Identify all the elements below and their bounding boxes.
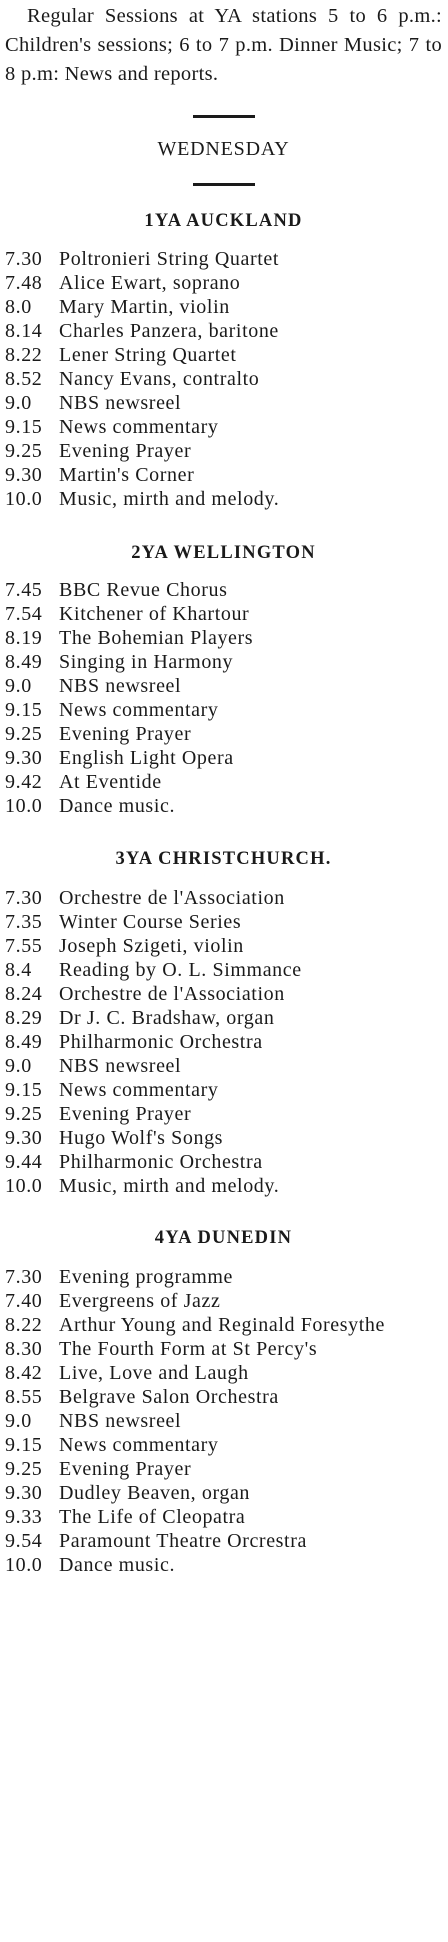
programme-item [5, 746, 442, 770]
programme-time: 7.45 [5, 579, 43, 601]
programme-item [5, 439, 442, 463]
programme-list [5, 578, 442, 818]
programme-time: 9.54 [5, 1530, 43, 1552]
programme-time: 8.49 [5, 651, 43, 673]
programme-title: Dudley Beaven, organ [59, 1482, 251, 1504]
programme-title: News commentary [59, 1079, 219, 1101]
programme-time: 8.4 [5, 959, 32, 981]
programme-title: Alice Ewart, soprano [59, 272, 241, 294]
programme-item [5, 1361, 442, 1385]
programme-title: Poltronieri String Quartet [59, 248, 280, 270]
programme-item [5, 1385, 442, 1409]
programme-time: 8.22 [5, 1314, 43, 1336]
programme-time: 8.30 [5, 1338, 43, 1360]
programme-time: 9.15 [5, 699, 43, 721]
programme-item [5, 722, 442, 746]
programme-time: 9.30 [5, 747, 43, 769]
day-heading: WEDNESDAY [157, 138, 290, 160]
programme-time: 9.44 [5, 1151, 43, 1173]
programme-title: Paramount Theatre Orcrestra [59, 1530, 307, 1552]
programme-title: NBS newsreel [59, 1410, 182, 1432]
station-title: 2YA WELLINGTON [131, 543, 316, 563]
programme-title: English Light Opera [59, 747, 234, 769]
programme-time: 8.19 [5, 627, 43, 649]
programme-time: 8.55 [5, 1386, 43, 1408]
programme-title: Live, Love and Laugh [59, 1362, 249, 1384]
programme-title: Evening Prayer [59, 1458, 192, 1480]
programme-title: Mary Martin, violin [59, 296, 230, 318]
programme-item [5, 626, 442, 650]
programme-item [5, 650, 442, 674]
programme-time: 9.25 [5, 440, 43, 462]
programme-item [5, 271, 442, 295]
programme-time: 8.22 [5, 344, 43, 366]
programme-title: Dr J. C. Bradshaw, organ [59, 1007, 275, 1029]
programme-item [5, 910, 442, 934]
programme-title: Winter Course Series [59, 911, 242, 933]
programme-item [5, 1150, 442, 1174]
programme-item [5, 1006, 442, 1030]
programme-title: Charles Panzera, baritone [59, 320, 279, 342]
programme-time: 7.30 [5, 887, 43, 909]
programme-time: 9.25 [5, 723, 43, 745]
programme-item [5, 1481, 442, 1505]
programme-time: 8.42 [5, 1362, 43, 1384]
programme-item [5, 698, 442, 722]
programme-title: The Bohemian Players [59, 627, 254, 649]
programme-title: News commentary [59, 416, 219, 438]
programme-time: 9.30 [5, 464, 43, 486]
programme-time: 9.42 [5, 771, 43, 793]
programme-time: 7.54 [5, 603, 43, 625]
programme-time: 7.35 [5, 911, 43, 933]
programme-list [5, 1265, 442, 1577]
programme-title: Martin's Corner [59, 464, 195, 486]
programme-item [5, 934, 442, 958]
programme-title: Belgrave Salon Orchestra [59, 1386, 279, 1408]
programme-item [5, 1030, 442, 1054]
programme-item [5, 794, 442, 818]
programme-title: At Eventide [59, 771, 162, 793]
programme-list [5, 247, 442, 511]
programme-list [5, 886, 442, 1198]
programme-title: Kitchener of Khartour [59, 603, 250, 625]
programme-item [5, 391, 442, 415]
programme-title: Evening Prayer [59, 1103, 192, 1125]
programme-time: 8.29 [5, 1007, 43, 1029]
programme-title: Dance music. [59, 1554, 176, 1576]
programme-title: Hugo Wolf's Songs [59, 1127, 224, 1149]
programme-title: Singing in Harmony [59, 651, 234, 673]
programme-time: 9.0 [5, 675, 32, 697]
station-section-2ya [5, 541, 442, 818]
programme-title: NBS newsreel [59, 675, 182, 697]
programme-item [5, 1078, 442, 1102]
station-title: 1YA AUCKLAND [144, 211, 303, 231]
programme-title: Evergreens of Jazz [59, 1290, 221, 1312]
programme-item [5, 602, 442, 626]
programme-time: 8.52 [5, 368, 43, 390]
programme-item [5, 1174, 442, 1198]
station-title: 4YA DUNEDIN [154, 1228, 293, 1248]
programme-item [5, 1457, 442, 1481]
programme-time: 8.0 [5, 296, 32, 318]
radio-programme-page [0, 2, 448, 1942]
programme-item [5, 343, 442, 367]
programme-time: 8.24 [5, 983, 43, 1005]
programme-item [5, 1409, 442, 1433]
programme-item [5, 578, 442, 602]
programme-title: NBS newsreel [59, 392, 182, 414]
programme-title: Dance music. [59, 795, 176, 817]
programme-item [5, 295, 442, 319]
station-section-1ya [5, 209, 442, 511]
programme-time: 9.30 [5, 1127, 43, 1149]
programme-item [5, 367, 442, 391]
divider-rule-top [193, 115, 255, 118]
programme-item [5, 1265, 442, 1289]
programme-title: The Life of Cleopatra [59, 1506, 246, 1528]
programme-time: 7.40 [5, 1290, 43, 1312]
programme-title: Evening programme [59, 1266, 234, 1288]
programme-item [5, 886, 442, 910]
programme-time: 7.30 [5, 248, 43, 270]
programme-item [5, 958, 442, 982]
programme-title: Lener String Quartet [59, 344, 237, 366]
programme-time: 9.15 [5, 1434, 43, 1456]
programme-title: BBC Revue Chorus [59, 579, 228, 601]
programme-title: Music, mirth and melody. [59, 488, 280, 510]
programme-item [5, 982, 442, 1006]
programme-item [5, 1102, 442, 1126]
programme-title: Arthur Young and Reginald Foresythe [59, 1314, 385, 1336]
programme-title: NBS newsreel [59, 1055, 182, 1077]
programme-item [5, 487, 442, 511]
programme-time: 9.15 [5, 416, 43, 438]
programme-title: Philharmonic Orchestra [59, 1151, 263, 1173]
programme-time: 7.55 [5, 935, 43, 957]
programme-item [5, 415, 442, 439]
programme-item [5, 1505, 442, 1529]
programme-item [5, 674, 442, 698]
programme-item [5, 770, 442, 794]
programme-time: 7.30 [5, 1266, 43, 1288]
station-title: 3YA CHRISTCHURCH. [115, 849, 332, 869]
programme-title: Evening Prayer [59, 440, 192, 462]
programme-item [5, 247, 442, 271]
programme-item [5, 1337, 442, 1361]
programme-title: Joseph Szigeti, violin [59, 935, 244, 957]
programme-time: 9.33 [5, 1506, 43, 1528]
programme-item [5, 1054, 442, 1078]
programme-title: Philharmonic Orchestra [59, 1031, 263, 1053]
programme-title: Orchestre de l'Association [59, 887, 285, 909]
programme-title: Music, mirth and melody. [59, 1175, 280, 1197]
programme-time: 9.30 [5, 1482, 43, 1504]
programme-item [5, 463, 442, 487]
station-section-3ya [5, 847, 442, 1198]
programme-time: 9.0 [5, 1055, 32, 1077]
intro-paragraph: Regular Sessions at YA stations 5 to 6 p.m.: Children's sessions; 6 to 7 p.m. Dinner Music; 7 to 8 p.m: News and reports. [5, 5, 442, 85]
programme-time: 8.49 [5, 1031, 43, 1053]
programme-title: The Fourth Form at St Percy's [59, 1338, 318, 1360]
divider-rule-bottom [193, 183, 255, 186]
programme-time: 10.0 [5, 1175, 43, 1197]
programme-time: 9.25 [5, 1458, 43, 1480]
programme-time: 10.0 [5, 1554, 43, 1576]
programme-item [5, 1433, 442, 1457]
programme-time: 9.0 [5, 392, 32, 414]
programme-item [5, 319, 442, 343]
programme-title: Nancy Evans, contralto [59, 368, 260, 390]
programme-title: News commentary [59, 699, 219, 721]
programme-item [5, 1553, 442, 1577]
programme-item [5, 1529, 442, 1553]
programme-time: 7.48 [5, 272, 43, 294]
programme-time: 9.15 [5, 1079, 43, 1101]
programme-title: Reading by O. L. Simmance [59, 959, 302, 981]
programme-item [5, 1126, 442, 1150]
programme-time: 10.0 [5, 795, 43, 817]
programme-time: 8.14 [5, 320, 43, 342]
programme-item [5, 1289, 442, 1313]
programme-item [5, 1313, 442, 1337]
programme-time: 9.0 [5, 1410, 32, 1432]
programme-time: 9.25 [5, 1103, 43, 1125]
station-section-4ya [5, 1226, 442, 1577]
programme-title: Evening Prayer [59, 723, 192, 745]
programme-time: 10.0 [5, 488, 43, 510]
programme-title: Orchestre de l'Association [59, 983, 285, 1005]
programme-title: News commentary [59, 1434, 219, 1456]
